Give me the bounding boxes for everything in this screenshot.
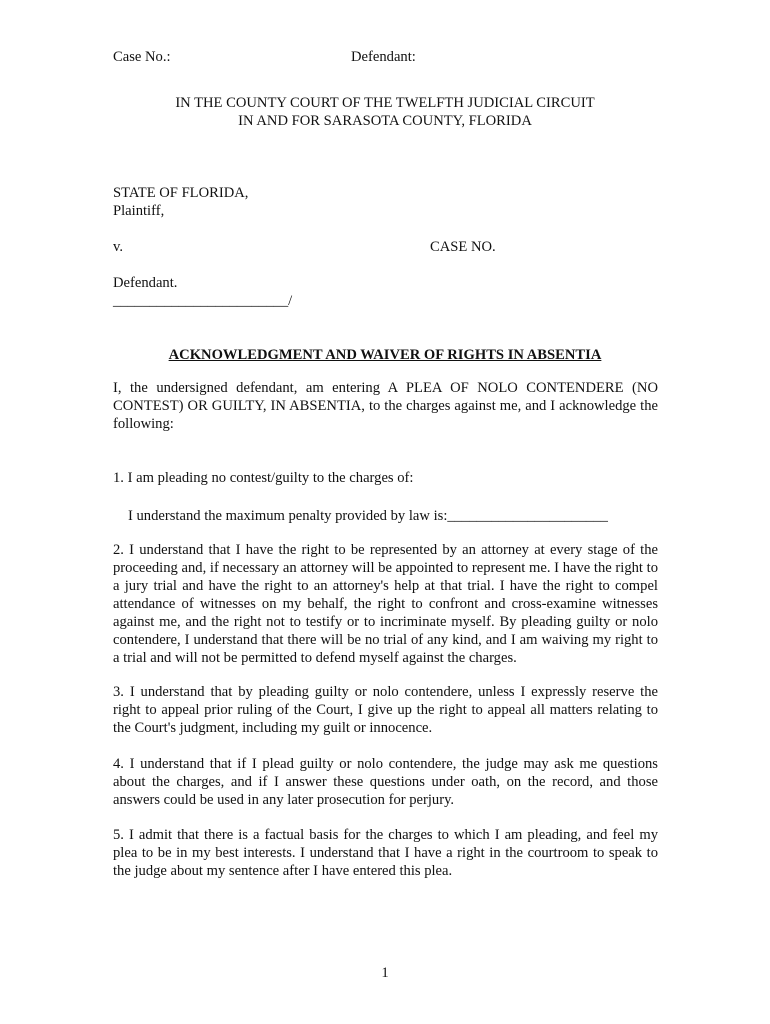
caption-defendant-label: Defendant. bbox=[113, 275, 178, 291]
item-3-appeal-paragraph: 3. I understand that by pleading guilty or nolo contendere, unless I expressly reserve the right to appeal prior ruling of the Court, I give up the right to appeal all matters relating to the Court's judgment, including my guilt or innocence. bbox=[113, 684, 658, 736]
item-4-questions-paragraph: 4. I understand that if I plead guilty or nolo contendere, the judge may ask me questions about the charges, and if I answer these questions under oath, on the record, and those answers could be used in any later prosecution for perjury. bbox=[113, 756, 658, 808]
intro-paragraph: I, the undersigned defendant, am entering A PLEA OF NOLO CONTENDERE (NO CONTEST) OR GUILTY, IN ABSENTIA, to the charges against me, and I acknowledge the following: bbox=[113, 380, 658, 432]
court-heading-line-1: IN THE COUNTY COURT OF THE TWELFTH JUDICIAL CIRCUIT bbox=[175, 95, 595, 111]
court-heading-line-2: IN AND FOR SARASOTA COUNTY, FLORIDA bbox=[238, 113, 532, 129]
item-1-charges: 1. I am pleading no contest/guilty to the charges of: bbox=[113, 470, 414, 486]
document-title: ACKNOWLEDGMENT AND WAIVER OF RIGHTS IN ABSENTIA bbox=[168, 347, 602, 363]
item-2-rights-paragraph: 2. I understand that I have the right to be represented by an attorney at every stage of the proceeding and, if necessary an attorney will be appointed to represent me. I have the right to a jury trial and have the right to an attorney's help at that trial. I have the right to compel attendance of witnesses on my behalf, the right to confront and cross-examine witnesses against me, and the right not to testify or to incriminate myself. By pleading guilty or nolo contendere, I understand that there will be no trial of any kind, and I am waiving my right to a trial and will not be permitted to defend myself against the charges. bbox=[113, 542, 658, 666]
defendant-label: Defendant: bbox=[351, 49, 416, 65]
caption-case-number-label: CASE NO. bbox=[430, 239, 496, 255]
item-5-factual-basis-paragraph: 5. I admit that there is a factual basis for the charges to which I am pleading, and feel my plea to be in my best interests. I understand that I have a right in the courtroom to speak to the judge about my sentence after I have entered this plea. bbox=[113, 827, 658, 879]
case-number-label: Case No.: bbox=[113, 49, 171, 65]
state-of-florida: STATE OF FLORIDA, bbox=[113, 185, 249, 201]
caption-signature-line: ________________________/ bbox=[113, 293, 293, 309]
item-1-maximum-penalty: I understand the maximum penalty provided by law is:______________________ bbox=[128, 508, 608, 524]
plaintiff-label: Plaintiff, bbox=[113, 203, 165, 219]
versus-label: v. bbox=[113, 239, 123, 255]
page-number: 1 bbox=[381, 965, 389, 981]
